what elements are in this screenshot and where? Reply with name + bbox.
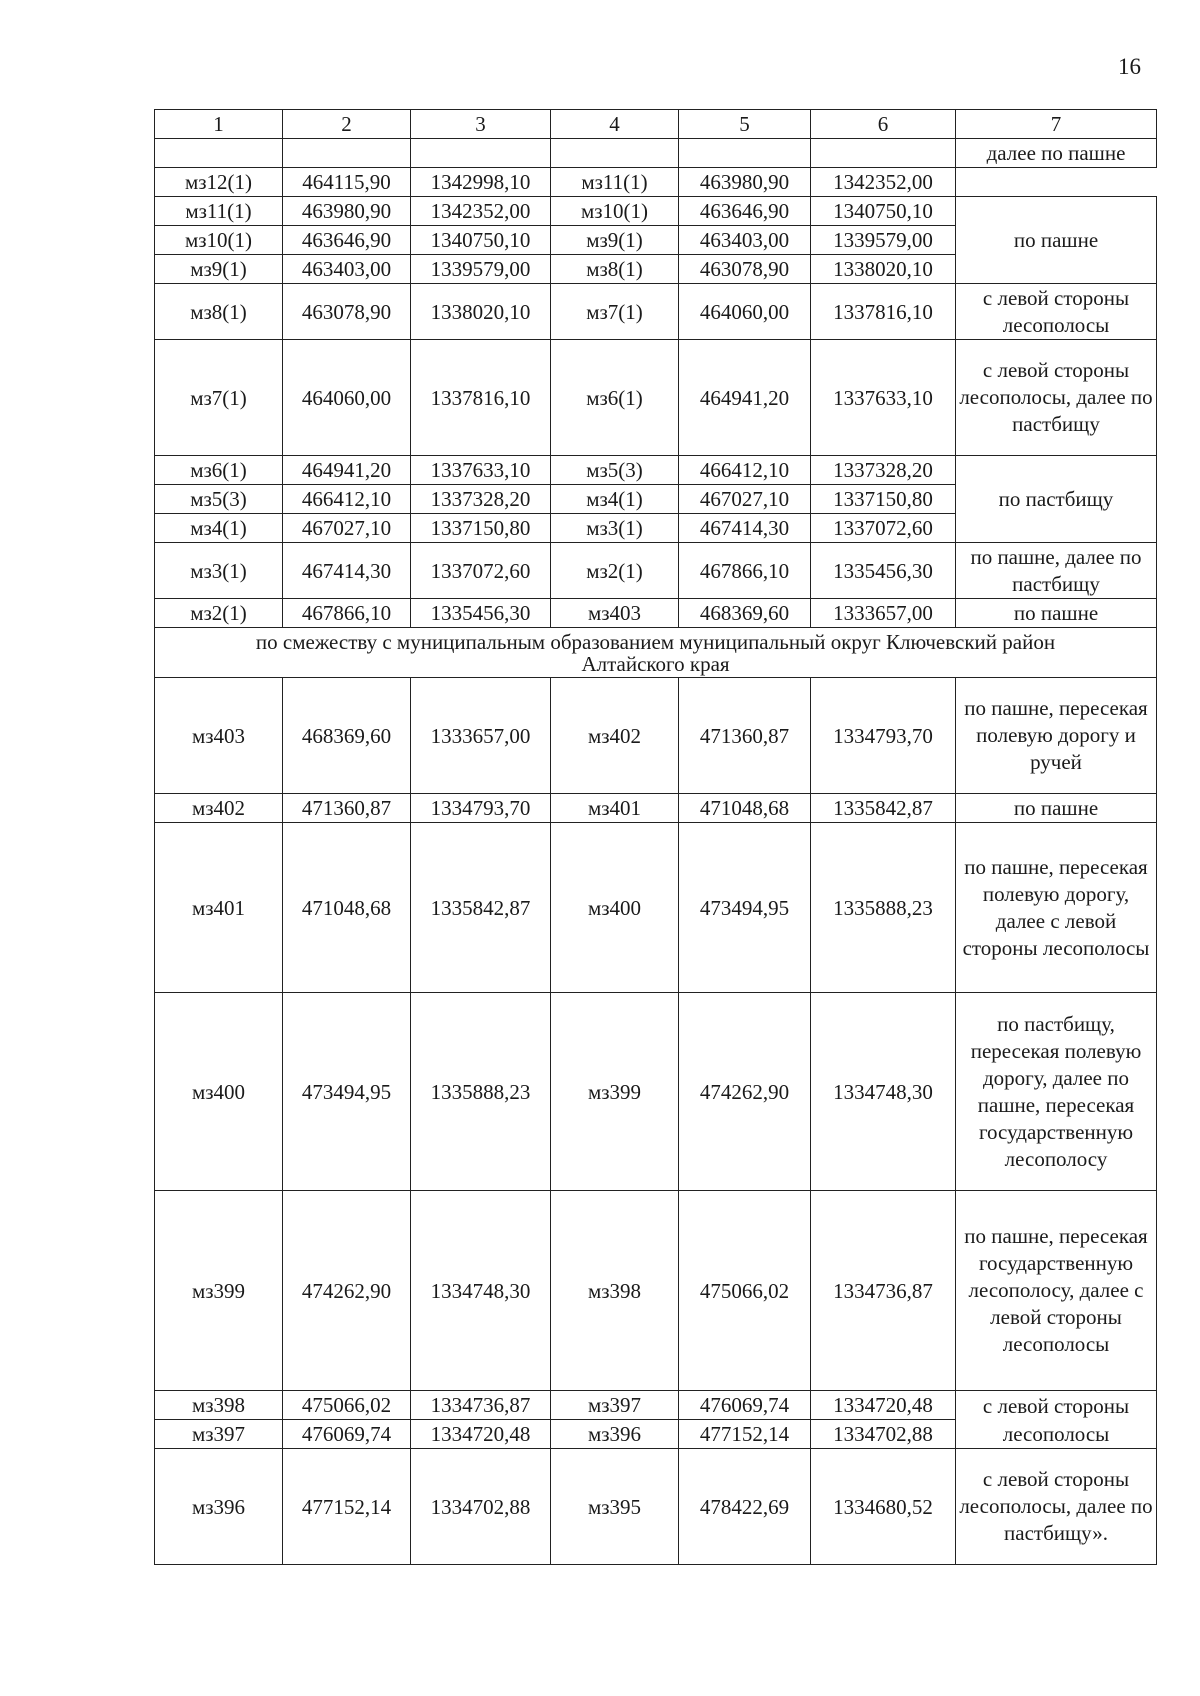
y-from: 1340750,10 [411, 226, 551, 255]
col-header-2: 2 [283, 110, 411, 139]
x-to: 477152,14 [679, 1420, 811, 1449]
y-to: 1334736,87 [811, 1191, 956, 1391]
boundary-description: по пашне [956, 794, 1157, 823]
point-to: мз400 [551, 823, 679, 993]
y-to: 1335888,23 [811, 823, 956, 993]
point-to: мз11(1) [551, 168, 679, 197]
table-row [155, 139, 1157, 168]
y-to: 1335842,87 [811, 794, 956, 823]
x-from: 463646,90 [283, 226, 411, 255]
y-to: 1334680,52 [811, 1449, 956, 1565]
y-to: 1337816,10 [811, 284, 956, 340]
table-row [155, 599, 1157, 628]
x-from: 464115,90 [283, 168, 411, 197]
table-row [155, 456, 1157, 485]
point-from: мз396 [155, 1449, 283, 1565]
table-row [155, 1391, 1157, 1420]
x-to: 463646,90 [679, 197, 811, 226]
y-from: 1335888,23 [411, 993, 551, 1191]
y-to: 1337633,10 [811, 340, 956, 456]
point-to [551, 139, 679, 168]
boundary-description: по пашне, пересекая государственную лесополосу, далее с левой стороны лесополосы [956, 1191, 1157, 1391]
y-from: 1337633,10 [411, 456, 551, 485]
x-from: 464060,00 [283, 340, 411, 456]
col-header-6: 6 [811, 110, 956, 139]
x-from: 468369,60 [283, 678, 411, 794]
point-from: мз2(1) [155, 599, 283, 628]
y-to: 1334702,88 [811, 1420, 956, 1449]
point-from: мз9(1) [155, 255, 283, 284]
y-to: 1335456,30 [811, 543, 956, 599]
x-from: 463078,90 [283, 284, 411, 340]
boundary-description: по пашне [956, 197, 1157, 284]
point-to: мз7(1) [551, 284, 679, 340]
col-header-1: 1 [155, 110, 283, 139]
point-to: мз10(1) [551, 197, 679, 226]
y-from: 1335842,87 [411, 823, 551, 993]
point-to: мз2(1) [551, 543, 679, 599]
point-to: мз3(1) [551, 514, 679, 543]
point-to: мз5(3) [551, 456, 679, 485]
boundary-description: далее по пашне [956, 139, 1157, 168]
x-to: 476069,74 [679, 1391, 811, 1420]
point-from: мз402 [155, 794, 283, 823]
y-to: 1339579,00 [811, 226, 956, 255]
table-row [155, 543, 1157, 599]
x-from: 466412,10 [283, 485, 411, 514]
point-from: мз11(1) [155, 197, 283, 226]
point-to: мз398 [551, 1191, 679, 1391]
point-to: мз395 [551, 1449, 679, 1565]
y-from: 1337072,60 [411, 543, 551, 599]
y-from: 1334702,88 [411, 1449, 551, 1565]
x-from: 463403,00 [283, 255, 411, 284]
x-from: 471360,87 [283, 794, 411, 823]
y-from: 1337816,10 [411, 340, 551, 456]
x-to: 473494,95 [679, 823, 811, 993]
adjacency-note: по смежеству с муниципальным образованием муниципальный округ Ключевский район Алтайского края [155, 628, 1157, 678]
y-to: 1334793,70 [811, 678, 956, 794]
point-to: мз8(1) [551, 255, 679, 284]
y-from: 1333657,00 [411, 678, 551, 794]
table-row [155, 678, 1157, 794]
boundary-description: по пашне, далее по пастбищу [956, 543, 1157, 599]
y-from: 1335456,30 [411, 599, 551, 628]
boundary-description: по пашне, пересекая полевую дорогу и ручей [956, 678, 1157, 794]
table-row [155, 340, 1157, 456]
point-from: мз399 [155, 1191, 283, 1391]
y-from: 1342998,10 [411, 168, 551, 197]
y-to: 1334748,30 [811, 993, 956, 1191]
point-from: мз10(1) [155, 226, 283, 255]
x-to: 463078,90 [679, 255, 811, 284]
x-from: 471048,68 [283, 823, 411, 993]
table-row [155, 993, 1157, 1191]
point-from: мз403 [155, 678, 283, 794]
y-from: 1339579,00 [411, 255, 551, 284]
y-to: 1342352,00 [811, 168, 956, 197]
boundary-description: по пашне, пересекая полевую дорогу, далее с левой стороны лесополосы [956, 823, 1157, 993]
point-from: мз400 [155, 993, 283, 1191]
point-from [155, 139, 283, 168]
x-to: 464941,20 [679, 340, 811, 456]
table-row [155, 1191, 1157, 1391]
boundary-coordinates-table [154, 109, 1157, 1565]
boundary-description: с левой стороны лесополосы [956, 1391, 1157, 1449]
y-from: 1337328,20 [411, 485, 551, 514]
x-to: 467027,10 [679, 485, 811, 514]
point-to: мз402 [551, 678, 679, 794]
point-to: мз396 [551, 1420, 679, 1449]
point-from: мз398 [155, 1391, 283, 1420]
boundary-description: по пашне [956, 599, 1157, 628]
boundary-description: с левой стороны лесополосы, далее по пастбищу [956, 340, 1157, 456]
x-from: 467414,30 [283, 543, 411, 599]
x-to: 467414,30 [679, 514, 811, 543]
x-to: 468369,60 [679, 599, 811, 628]
page-number: 16 [1118, 54, 1141, 79]
col-header-5: 5 [679, 110, 811, 139]
x-from [283, 139, 411, 168]
point-from: мз6(1) [155, 456, 283, 485]
x-from: 476069,74 [283, 1420, 411, 1449]
y-to: 1340750,10 [811, 197, 956, 226]
point-from: мз401 [155, 823, 283, 993]
table-row [155, 1449, 1157, 1565]
x-from: 473494,95 [283, 993, 411, 1191]
point-from: мз12(1) [155, 168, 283, 197]
y-to: 1337328,20 [811, 456, 956, 485]
y-to: 1337150,80 [811, 485, 956, 514]
table-row [155, 794, 1157, 823]
x-to: 464060,00 [679, 284, 811, 340]
col-header-3: 3 [411, 110, 551, 139]
point-to: мз9(1) [551, 226, 679, 255]
boundary-description: по пастбищу [956, 456, 1157, 543]
y-to [811, 139, 956, 168]
y-from: 1337150,80 [411, 514, 551, 543]
y-from: 1334736,87 [411, 1391, 551, 1420]
header-row [155, 110, 1157, 139]
boundary-description: с левой стороны лесополосы [956, 284, 1157, 340]
x-from: 467866,10 [283, 599, 411, 628]
x-to: 475066,02 [679, 1191, 811, 1391]
point-to: мз4(1) [551, 485, 679, 514]
adjacency-row [155, 628, 1157, 678]
x-to: 478422,69 [679, 1449, 811, 1565]
x-from: 477152,14 [283, 1449, 411, 1565]
point-from: мз7(1) [155, 340, 283, 456]
point-to: мз6(1) [551, 340, 679, 456]
point-from: мз3(1) [155, 543, 283, 599]
x-from: 464941,20 [283, 456, 411, 485]
y-from: 1342352,00 [411, 197, 551, 226]
x-from: 474262,90 [283, 1191, 411, 1391]
y-to: 1338020,10 [811, 255, 956, 284]
table-row [155, 823, 1157, 993]
point-to: мз397 [551, 1391, 679, 1420]
x-to: 463403,00 [679, 226, 811, 255]
x-to [679, 139, 811, 168]
y-from: 1334748,30 [411, 1191, 551, 1391]
table-row [155, 168, 1157, 197]
table-row [155, 284, 1157, 340]
y-from: 1334793,70 [411, 794, 551, 823]
point-to: мз401 [551, 794, 679, 823]
col-header-7: 7 [956, 110, 1157, 139]
y-from: 1334720,48 [411, 1420, 551, 1449]
table-row [155, 197, 1157, 226]
x-from: 467027,10 [283, 514, 411, 543]
x-to: 463980,90 [679, 168, 811, 197]
col-header-4: 4 [551, 110, 679, 139]
x-to: 467866,10 [679, 543, 811, 599]
x-from: 463980,90 [283, 197, 411, 226]
x-to: 466412,10 [679, 456, 811, 485]
point-from: мз8(1) [155, 284, 283, 340]
x-from: 475066,02 [283, 1391, 411, 1420]
boundary-description: с левой стороны лесополосы, далее по пастбищу». [956, 1449, 1157, 1565]
point-from: мз5(3) [155, 485, 283, 514]
point-to: мз399 [551, 993, 679, 1191]
y-from [411, 139, 551, 168]
x-to: 471048,68 [679, 794, 811, 823]
y-to: 1334720,48 [811, 1391, 956, 1420]
point-to: мз403 [551, 599, 679, 628]
y-from: 1338020,10 [411, 284, 551, 340]
x-to: 471360,87 [679, 678, 811, 794]
y-to: 1333657,00 [811, 599, 956, 628]
point-from: мз4(1) [155, 514, 283, 543]
x-to: 474262,90 [679, 993, 811, 1191]
y-to: 1337072,60 [811, 514, 956, 543]
point-from: мз397 [155, 1420, 283, 1449]
boundary-description: по пастбищу, пересекая полевую дорогу, далее по пашне, пересекая государственную лесополосу [956, 993, 1157, 1191]
